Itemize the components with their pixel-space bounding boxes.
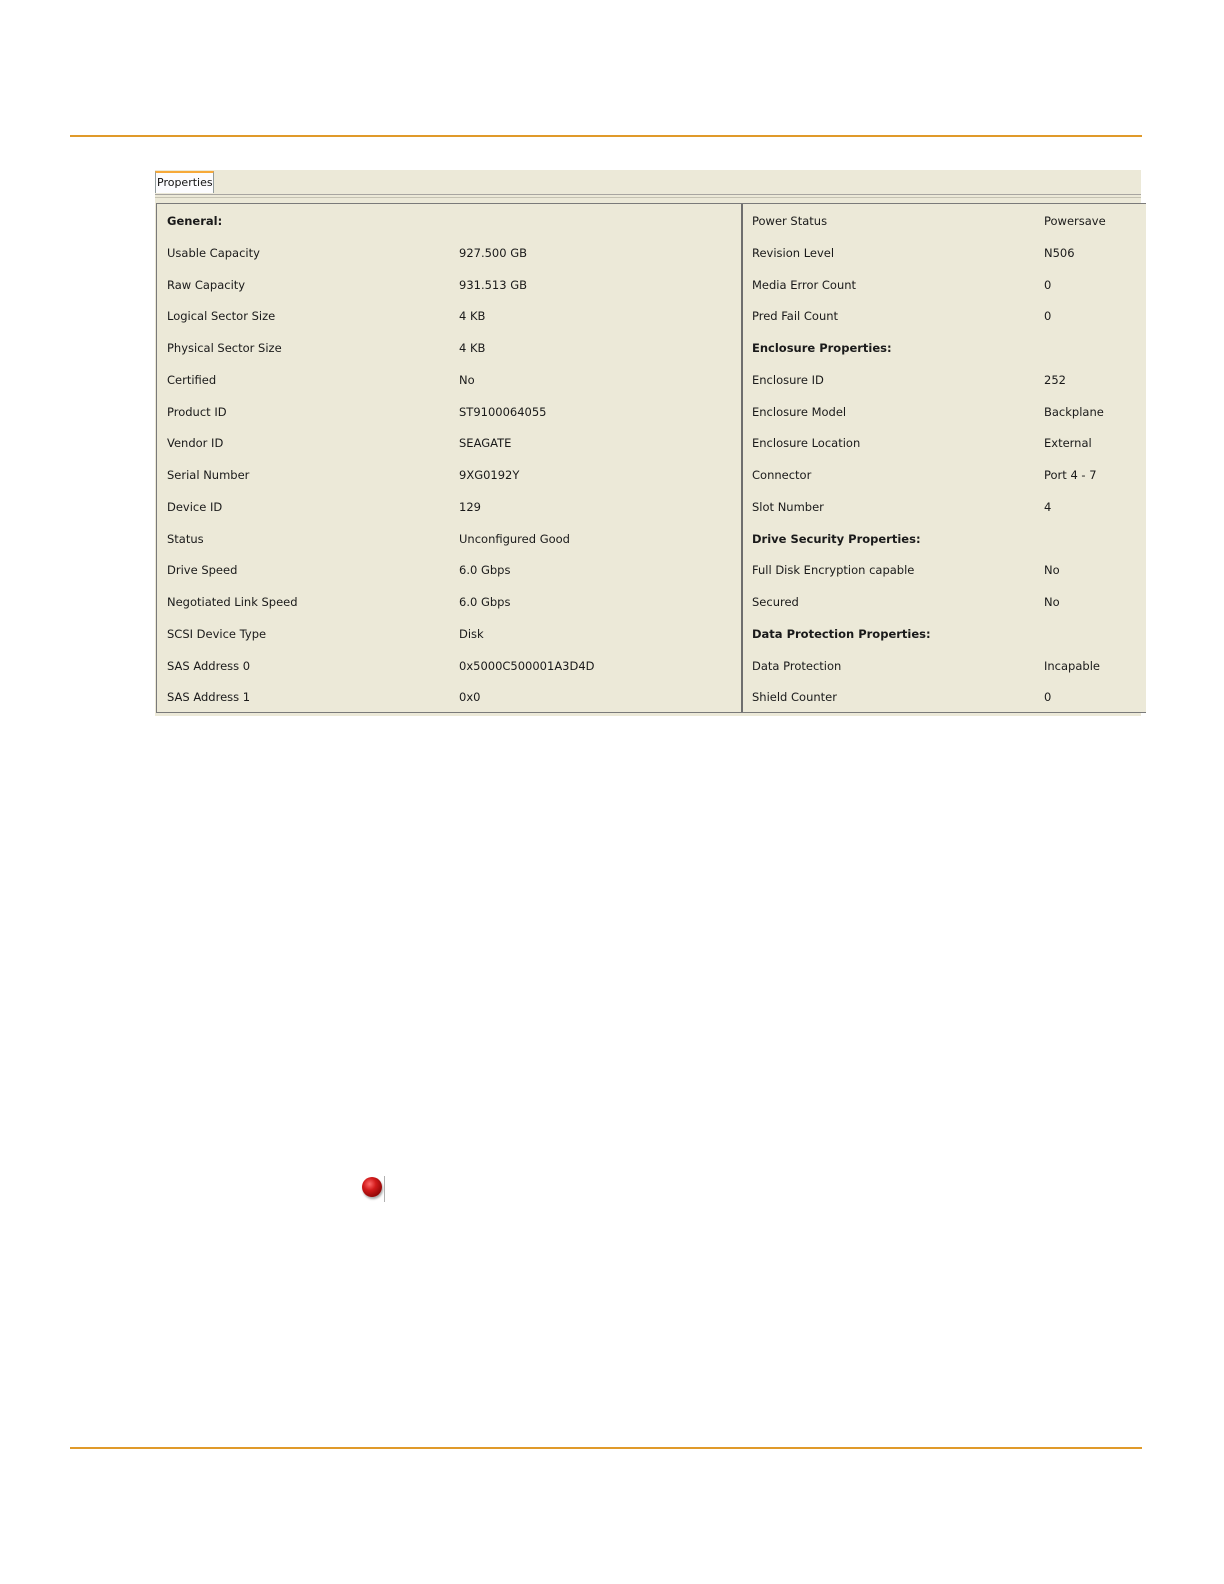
property-row (167, 619, 727, 651)
property-label: Data Protection (752, 658, 842, 673)
header-rule (70, 135, 1142, 137)
property-value: Disk (459, 626, 484, 641)
property-label: Physical Sector Size (167, 341, 282, 355)
property-label: Status (167, 531, 204, 546)
text-cursor-bar (384, 1176, 385, 1202)
property-row (167, 492, 727, 524)
property-label: Usable Capacity (167, 245, 260, 260)
property-row (752, 587, 1146, 619)
property-row (752, 555, 1146, 587)
property-row (167, 682, 727, 713)
footer-rule (70, 1447, 1142, 1449)
property-row (752, 238, 1146, 270)
property-label: SCSI Device Type (167, 626, 267, 641)
section-heading-row (167, 206, 727, 238)
property-label: Negotiated Link Speed (167, 595, 298, 609)
property-value: Backplane (1044, 404, 1104, 419)
property-label: Pred Fail Count (752, 309, 839, 324)
property-label: Enclosure Model (752, 404, 847, 419)
property-row (752, 270, 1146, 302)
section-heading-row (752, 333, 1146, 365)
property-value: 4 KB (459, 309, 486, 324)
property-label: Full Disk Encryption capable (752, 563, 915, 578)
property-label: Product ID (167, 404, 227, 419)
property-label: Serial Number (167, 468, 250, 482)
property-value: 4 KB (459, 341, 486, 355)
property-label: Vendor ID (167, 436, 224, 451)
property-label: Certified (167, 372, 217, 387)
property-value: No (1044, 595, 1060, 609)
properties-window (155, 170, 1141, 716)
property-row (167, 587, 727, 619)
property-value: Unconfigured Good (459, 531, 570, 546)
property-row (167, 555, 727, 587)
property-row (752, 651, 1146, 683)
property-row (752, 460, 1146, 492)
property-value: 0x5000C500001A3D4D (459, 658, 595, 673)
property-value: N506 (1044, 245, 1075, 260)
property-row (167, 397, 727, 429)
property-value: Incapable (1044, 658, 1100, 673)
property-value: 0 (1044, 277, 1052, 292)
property-label: SAS Address 0 (167, 658, 251, 673)
property-value: 0 (1044, 690, 1052, 705)
property-row (752, 397, 1146, 429)
property-label: Slot Number (752, 499, 824, 514)
property-row (167, 365, 727, 397)
property-label: Power Status (752, 214, 828, 228)
property-value: 6.0 Gbps (459, 595, 511, 609)
property-row (752, 428, 1146, 460)
property-row (167, 524, 727, 556)
property-value: 6.0 Gbps (459, 563, 511, 578)
property-label: Connector (752, 468, 812, 482)
property-value: 0 (1044, 309, 1052, 324)
property-value: 931.513 GB (459, 277, 528, 292)
property-label: Shield Counter (752, 690, 837, 705)
property-label: Enclosure ID (752, 372, 824, 387)
property-row (167, 270, 727, 302)
section-heading: Enclosure Properties: (752, 341, 892, 355)
property-row (167, 651, 727, 683)
tab-strip (155, 170, 1141, 195)
property-value: 9XG0192Y (459, 468, 520, 482)
property-value: Powersave (1044, 214, 1106, 228)
property-label: Enclosure Location (752, 436, 861, 451)
red-status-dot-icon (362, 1177, 382, 1197)
section-heading: Drive Security Properties: (752, 531, 921, 546)
property-value: SEAGATE (459, 436, 512, 451)
property-label: Device ID (167, 499, 223, 514)
property-label: Raw Capacity (167, 277, 246, 292)
property-value: 0x0 (459, 690, 481, 705)
property-value: 927.500 GB (459, 245, 528, 260)
properties-right-column (752, 206, 1146, 713)
tab-properties[interactable]: Properties (155, 171, 214, 193)
property-value: No (1044, 563, 1060, 578)
property-row (167, 301, 727, 333)
properties-panel (156, 203, 1146, 713)
property-row (167, 428, 727, 460)
property-row (167, 238, 727, 270)
property-label: Media Error Count (752, 277, 857, 292)
property-label: Secured (752, 595, 799, 609)
property-value: External (1044, 436, 1092, 451)
property-label: SAS Address 1 (167, 690, 251, 705)
column-divider (741, 204, 743, 713)
property-row (167, 460, 727, 492)
property-value: 4 (1044, 499, 1052, 514)
section-heading: Data Protection Properties: (752, 626, 931, 641)
section-heading-row (752, 619, 1146, 651)
property-value: 129 (459, 499, 481, 514)
tab-strip-divider (155, 197, 1141, 198)
property-row (167, 333, 727, 365)
property-value: Port 4 - 7 (1044, 468, 1097, 482)
property-label: Revision Level (752, 245, 835, 260)
property-label: Logical Sector Size (167, 309, 276, 324)
property-label: Drive Speed (167, 563, 238, 578)
property-value: ST9100064055 (459, 404, 547, 419)
properties-left-column (167, 206, 727, 713)
property-row (752, 206, 1146, 238)
property-row (752, 492, 1146, 524)
property-row (752, 365, 1146, 397)
section-heading: General: (167, 214, 223, 228)
property-value: 252 (1044, 372, 1066, 387)
property-row (752, 301, 1146, 333)
section-heading-row (752, 524, 1146, 556)
property-value: No (459, 372, 475, 387)
property-row (752, 682, 1146, 713)
